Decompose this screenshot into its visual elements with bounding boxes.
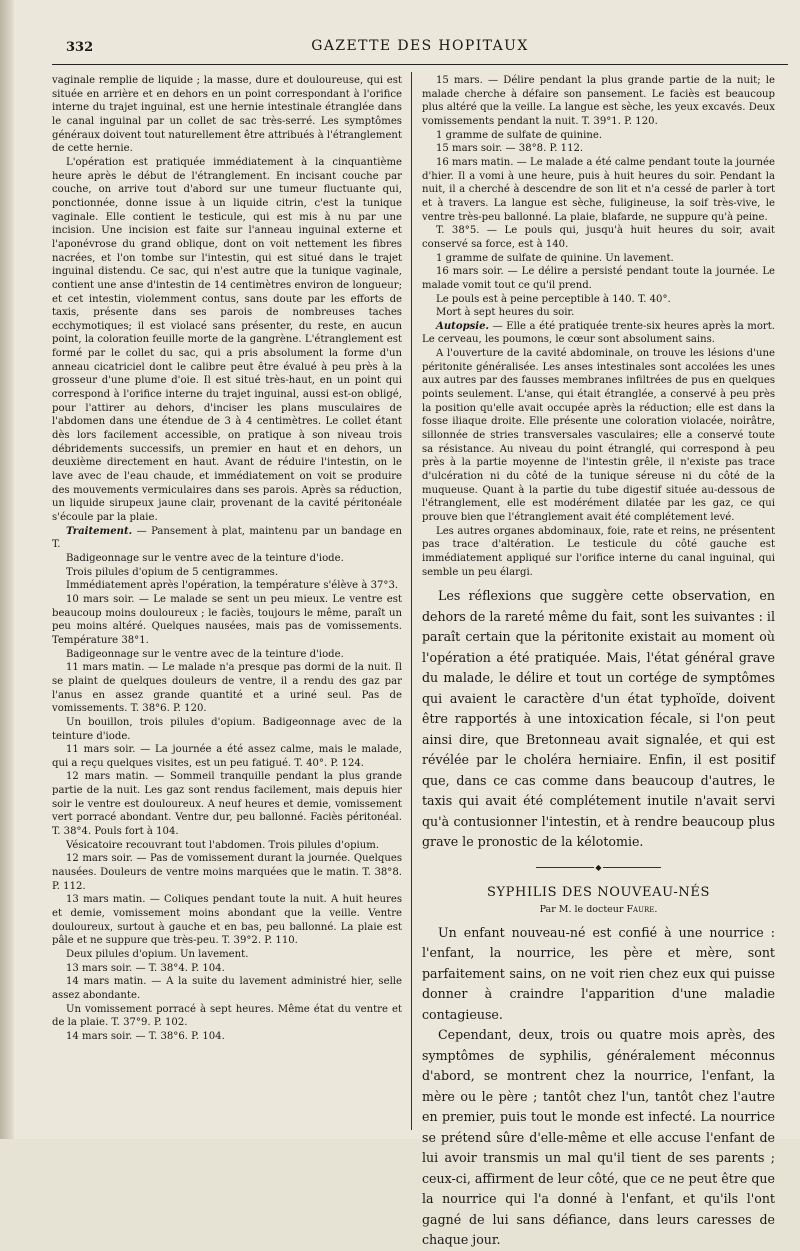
paragraph: 16 mars soir. — Le délire a persisté pendant toute la journée. Le malade vomit tout ce qu'il prend. bbox=[422, 266, 775, 291]
paragraph: Trois pilules d'opium de 5 centigrammes. bbox=[66, 566, 279, 578]
paragraph: Un vomissement porracé à sept heures. Même état du ventre et de la plaie. T. 37°9. P. 102. bbox=[52, 1003, 402, 1029]
column-divider bbox=[411, 72, 412, 1130]
paragraph: 14 mars soir. — T. 38°6. P. 104. bbox=[66, 1030, 225, 1042]
paragraph: Les réflexions que suggère cette observation, en dehors de la rareté même du fait, sont les suivantes : il paraît certain que la péritonite existait au moment où l'opération a été pratiquée. Mais, l'état général grave du malade, le délire et tout un cortége de symptômes qui avaient le caractère d'un état typhoïde, doivent être rapportés à une intoxication fécale, si l'on peut ainsi dire, que Bretonneau avait signalée, et qui est révélée par le choléra herniaire. Enfin, il est positif que, dans ce cas comme dans beaucoup d'autres, le taxis qui avait été complétement inutile n'avait servi qu'à contusionner l'intestin, et à rendre beaucoup plus grave le pronostic de la kélotomie. bbox=[422, 588, 775, 850]
paragraph-text: — Elle a été pratiquée trente-six heures après la mort. Le cerveau, les poumons, le cœur sont absolument sains. bbox=[422, 320, 775, 346]
paragraph: vaginale remplie de liquide ; la masse, dure et douloureuse, qui est située en arrière et en dehors en un point correspondant à l'orifice interne du trajet inguinal, est une hernie intestinale étranglée dans le canal inguinal par un collet de sac très-serré. Les symptômes généraux doivent tout naturellement être attribués à l'étranglement de cette hernie. bbox=[52, 75, 402, 155]
page-binding-edge bbox=[0, 0, 14, 1139]
paragraph: Les autres organes abdominaux, foie, rate et reins, ne présentent pas trace d'altération. Le testicule du côté gauche est immédiatement appliqué sur l'orifice interne du canal inguinal, qui semble un peu élargi. bbox=[422, 525, 775, 578]
paragraph: 1 gramme de sulfate de quinine. Un lavement. bbox=[436, 252, 674, 264]
left-column bbox=[52, 74, 402, 1134]
byline-suffix: . bbox=[654, 903, 658, 915]
article-title: SYPHILIS DES NOUVEAU-NÉS bbox=[486, 884, 710, 900]
journal-title: GAZETTE DES HOPITAUX bbox=[311, 38, 529, 54]
paragraph: 10 mars soir. — Le malade se sent un peu mieux. Le ventre est beaucoup moins douloureux ; le faciès, toujours le même, paraît un peu moins altéré. Quelques nausées, mais pas de vomissements. Température 38°1. bbox=[52, 593, 402, 646]
paragraph: Badigeonnage sur le ventre avec de la teinture d'iode. bbox=[66, 552, 344, 564]
paragraph: 16 mars matin. — Le malade a été calme pendant toute la journée d'hier. Il a vomi à une heure, puis à huit heures du soir. Pendant la nuit, il a cherché à descendre de son lit et n'a cessé de parler à tort et à travers. La langue est sèche, fuligineuse, la soif très-vive, le ventre très-peu ballonné. La plaie, blafarde, ne suppure qu'à peine. bbox=[422, 156, 775, 223]
paragraph: 11 mars soir. — La journée a été assez calme, mais le malade, qui a reçu quelques visites, est un peu fatigué. T. 40°. P. 124. bbox=[52, 744, 402, 769]
paragraph bbox=[422, 320, 775, 347]
paragraph: 13 mars matin. — Coliques pendant toute la nuit. A huit heures et demie, vomissement moins abondant que la veille. Ventre douloureux, surtout à gauche et en bas, peu ballonné. La plaie est pâle et ne suppure que très-peu. T. 39°2. P. 110. bbox=[52, 894, 402, 947]
paragraph: Cependant, deux, trois ou quatre mois après, des symptômes de syphilis, généralement méconnus d'abord, se montrent chez la nourrice, l'enfant, la mère ou le père ; tantôt chez l'un, tantôt chez l'autre en premier, puis tout le monde est infecté. La nourrice se prétend sûre d'elle-même et elle accuse l'enfant de lui avoir transmis un mal qu'il tient de ses parents ; ceux-ci, affirment de leur côté, que ce ne peut être que la nourrice qui l'a donné à l'enfant, et qu'ils l'ont gagné de lui sans défiance, dans leurs caresses de chaque jour. bbox=[422, 1027, 775, 1248]
paragraph: 15 mars soir. — 38°8. P. 112. bbox=[436, 143, 584, 155]
right-column bbox=[422, 74, 775, 1248]
paragraph: Mort à sept heures du soir. bbox=[436, 307, 575, 319]
paragraph-text: — Pansement à plat, maintenu par un bandage en T. bbox=[52, 525, 402, 551]
paragraph: Le pouls est à peine perceptible à 140. T. 40°. bbox=[436, 293, 671, 305]
paragraph: 1 gramme de sulfate de quinine. bbox=[436, 129, 603, 141]
page-header bbox=[52, 36, 788, 58]
paragraph bbox=[52, 525, 402, 552]
paragraph: 11 mars matin. — Le malade n'a presque pas dormi de la nuit. Il se plaint de quelques douleurs de ventre, il a rendu des gaz par l'anus en assez grande quantité et a uriné seul. Pas de vomissements. T. 38°6. P. 120. bbox=[52, 662, 402, 715]
reflections bbox=[422, 586, 775, 853]
author-name: Faure bbox=[626, 903, 655, 915]
paragraph: A l'ouverture de la cavité abdominale, on trouve les lésions d'une péritonite généralisée. Les anses intestinales sont accolées les unes aux autres par des fausses membranes infiltrées de pus en quelques points seulement. L'anse, qui était étranglée, a conservé à peu près la position qu'elle avait occupée après la réduction; elle est dans la fosse iliaque droite. Elle présente une coloration violacée, noirâtre, sillonnée de stries transversales vasculaires; elle a conservé toute sa résistance. Au niveau du point étranglé, qui correspond à peu près à la partie moyenne de l'intestin grêle, il n'existe pas trace d'ulcération ni du côté de la tunique séreuse ni du côté de la muqueuse. Quant à la partie du tube digestif située au-dessous de l'étranglement, elle est modérément dilatée par les gaz, ce qui prouve bien que l'étranglement avait été complétement levé. bbox=[422, 348, 775, 523]
page-number: 332 bbox=[66, 40, 94, 55]
paragraph: L'opération est pratiquée immédiatement à la cinquantième heure après le début de l'étranglement. En incisant couche par couche, on arrive tout d'abord sur une tumeur fluctuante qui, ponctionnée, donne issue à un liquide citrin, c'est la tunique vaginale. Elle contient le testicule, qui est mis à nu par une incision. Une incision est faite sur l'anneau inguinal externe et l'aponévrose du grand oblique, dont on voit nettement les fibres nacrées, et l'on tombe sur l'intestin, qui est situé dans le trajet inguinal distendu. Ce sac, qui n'est autre que la tunique vaginale, contient une anse d'intestin de 14 centimètres environ de longueur; et cet intestin, violemment contus, sans doute par les efforts de taxis, présente dans ses parois de nombreuses taches ecchymotiques; il est violacé sans présenter, du reste, en aucun point, la coloration feuille morte de la gangrène. L'étranglement est formé par le collet du sac, qui a pris absolument la forme d'un anneau cicatriciel dont le calibre peut être évalué à peu près à la grosseur d'une plume d'oie. Il est situé très-haut, en un point qui correspond à l'orifice interne du trajet inguinal, aussi est-on obligé, pour l'attirer au dehors, d'inciser les plans musculaires de l'abdomen dans une étendue de 3 à 4 centimètres. Le collet étant dès lors facilement accessible, on pratique à son niveau trois débridements successifs, un premier en haut et en dehors, un deuxième directement en haut. Avant de réduire l'intestin, on le lave avec de l'eau chaude, et immédiatement on voit se produire des mouvements vermiculaires dans ses parois. Après sa réduction, un liquide sirupeux jaune clair, provenant de la cavité péritonéale s'écoule par la plaie. bbox=[52, 156, 402, 523]
header-rule bbox=[52, 64, 788, 65]
paragraph: 13 mars soir. — T. 38°4. P. 104. bbox=[66, 962, 225, 974]
byline-prefix: Par M. le docteur bbox=[539, 903, 627, 915]
paragraph: T. 38°5. — Le pouls qui, jusqu'à huit heures du soir, avait conservé sa force, est à 140. bbox=[422, 225, 775, 250]
paragraph: 15 mars. — Délire pendant la plus grande partie de la nuit; le malade cherche à défaire son pansement. Le faciès est beaucoup plus altéré que la veille. La langue est sèche, les yeux excavés. Deux vomissements pendant la nuit. T. 39°1. P. 120. bbox=[422, 75, 775, 127]
paragraph: Immédiatement après l'opération, la température s'élève à 37°3. bbox=[66, 580, 399, 592]
section-lead: Traitement. bbox=[66, 525, 133, 537]
article-byline bbox=[422, 904, 775, 915]
paragraph: Un bouillon, trois pilules d'opium. Badigeonnage avec de la teinture d'iode. bbox=[52, 716, 402, 742]
case-notes bbox=[422, 74, 775, 579]
paragraph: Badigeonnage sur le ventre avec de la teinture d'iode. bbox=[66, 648, 344, 660]
article-separator: ◆ bbox=[422, 861, 775, 875]
paragraph: 12 mars matin. — Sommeil tranquille pendant la plus grande partie de la nuit. Les gaz sont rendus facilement, mais depuis hier soir le ventre est douloureux. A neuf heures et demie, vomissement vert porracé abondant. Ventre dur, peu ballonné. Faciès péritonéal. T. 38°4. Pouls fort à 104. bbox=[52, 771, 402, 838]
paragraph: Un enfant nouveau-né est confié à une nourrice : l'enfant, la nourrice, les père et mère, sont parfaitement sains, on ne voit rien chez eux qui puisse donner à craindre l'apparition d'une maladie contagieuse. bbox=[422, 924, 775, 1022]
paragraph: 12 mars soir. — Pas de vomissement durant la journée. Quelques nausées. Douleurs de ventre moins marquées que le matin. T. 38°8. P. 112. bbox=[52, 853, 402, 892]
paragraph: 14 mars matin. — A la suite du lavement administré hier, selle assez abondante. bbox=[52, 976, 402, 1001]
article-body bbox=[422, 923, 775, 1251]
paragraph: Deux pilules d'opium. Un lavement. bbox=[66, 949, 249, 960]
paragraph: Vésicatoire recouvrant tout l'abdomen. Trois pilules d'opium. bbox=[66, 839, 380, 851]
section-lead: Autopsie. bbox=[436, 320, 490, 332]
